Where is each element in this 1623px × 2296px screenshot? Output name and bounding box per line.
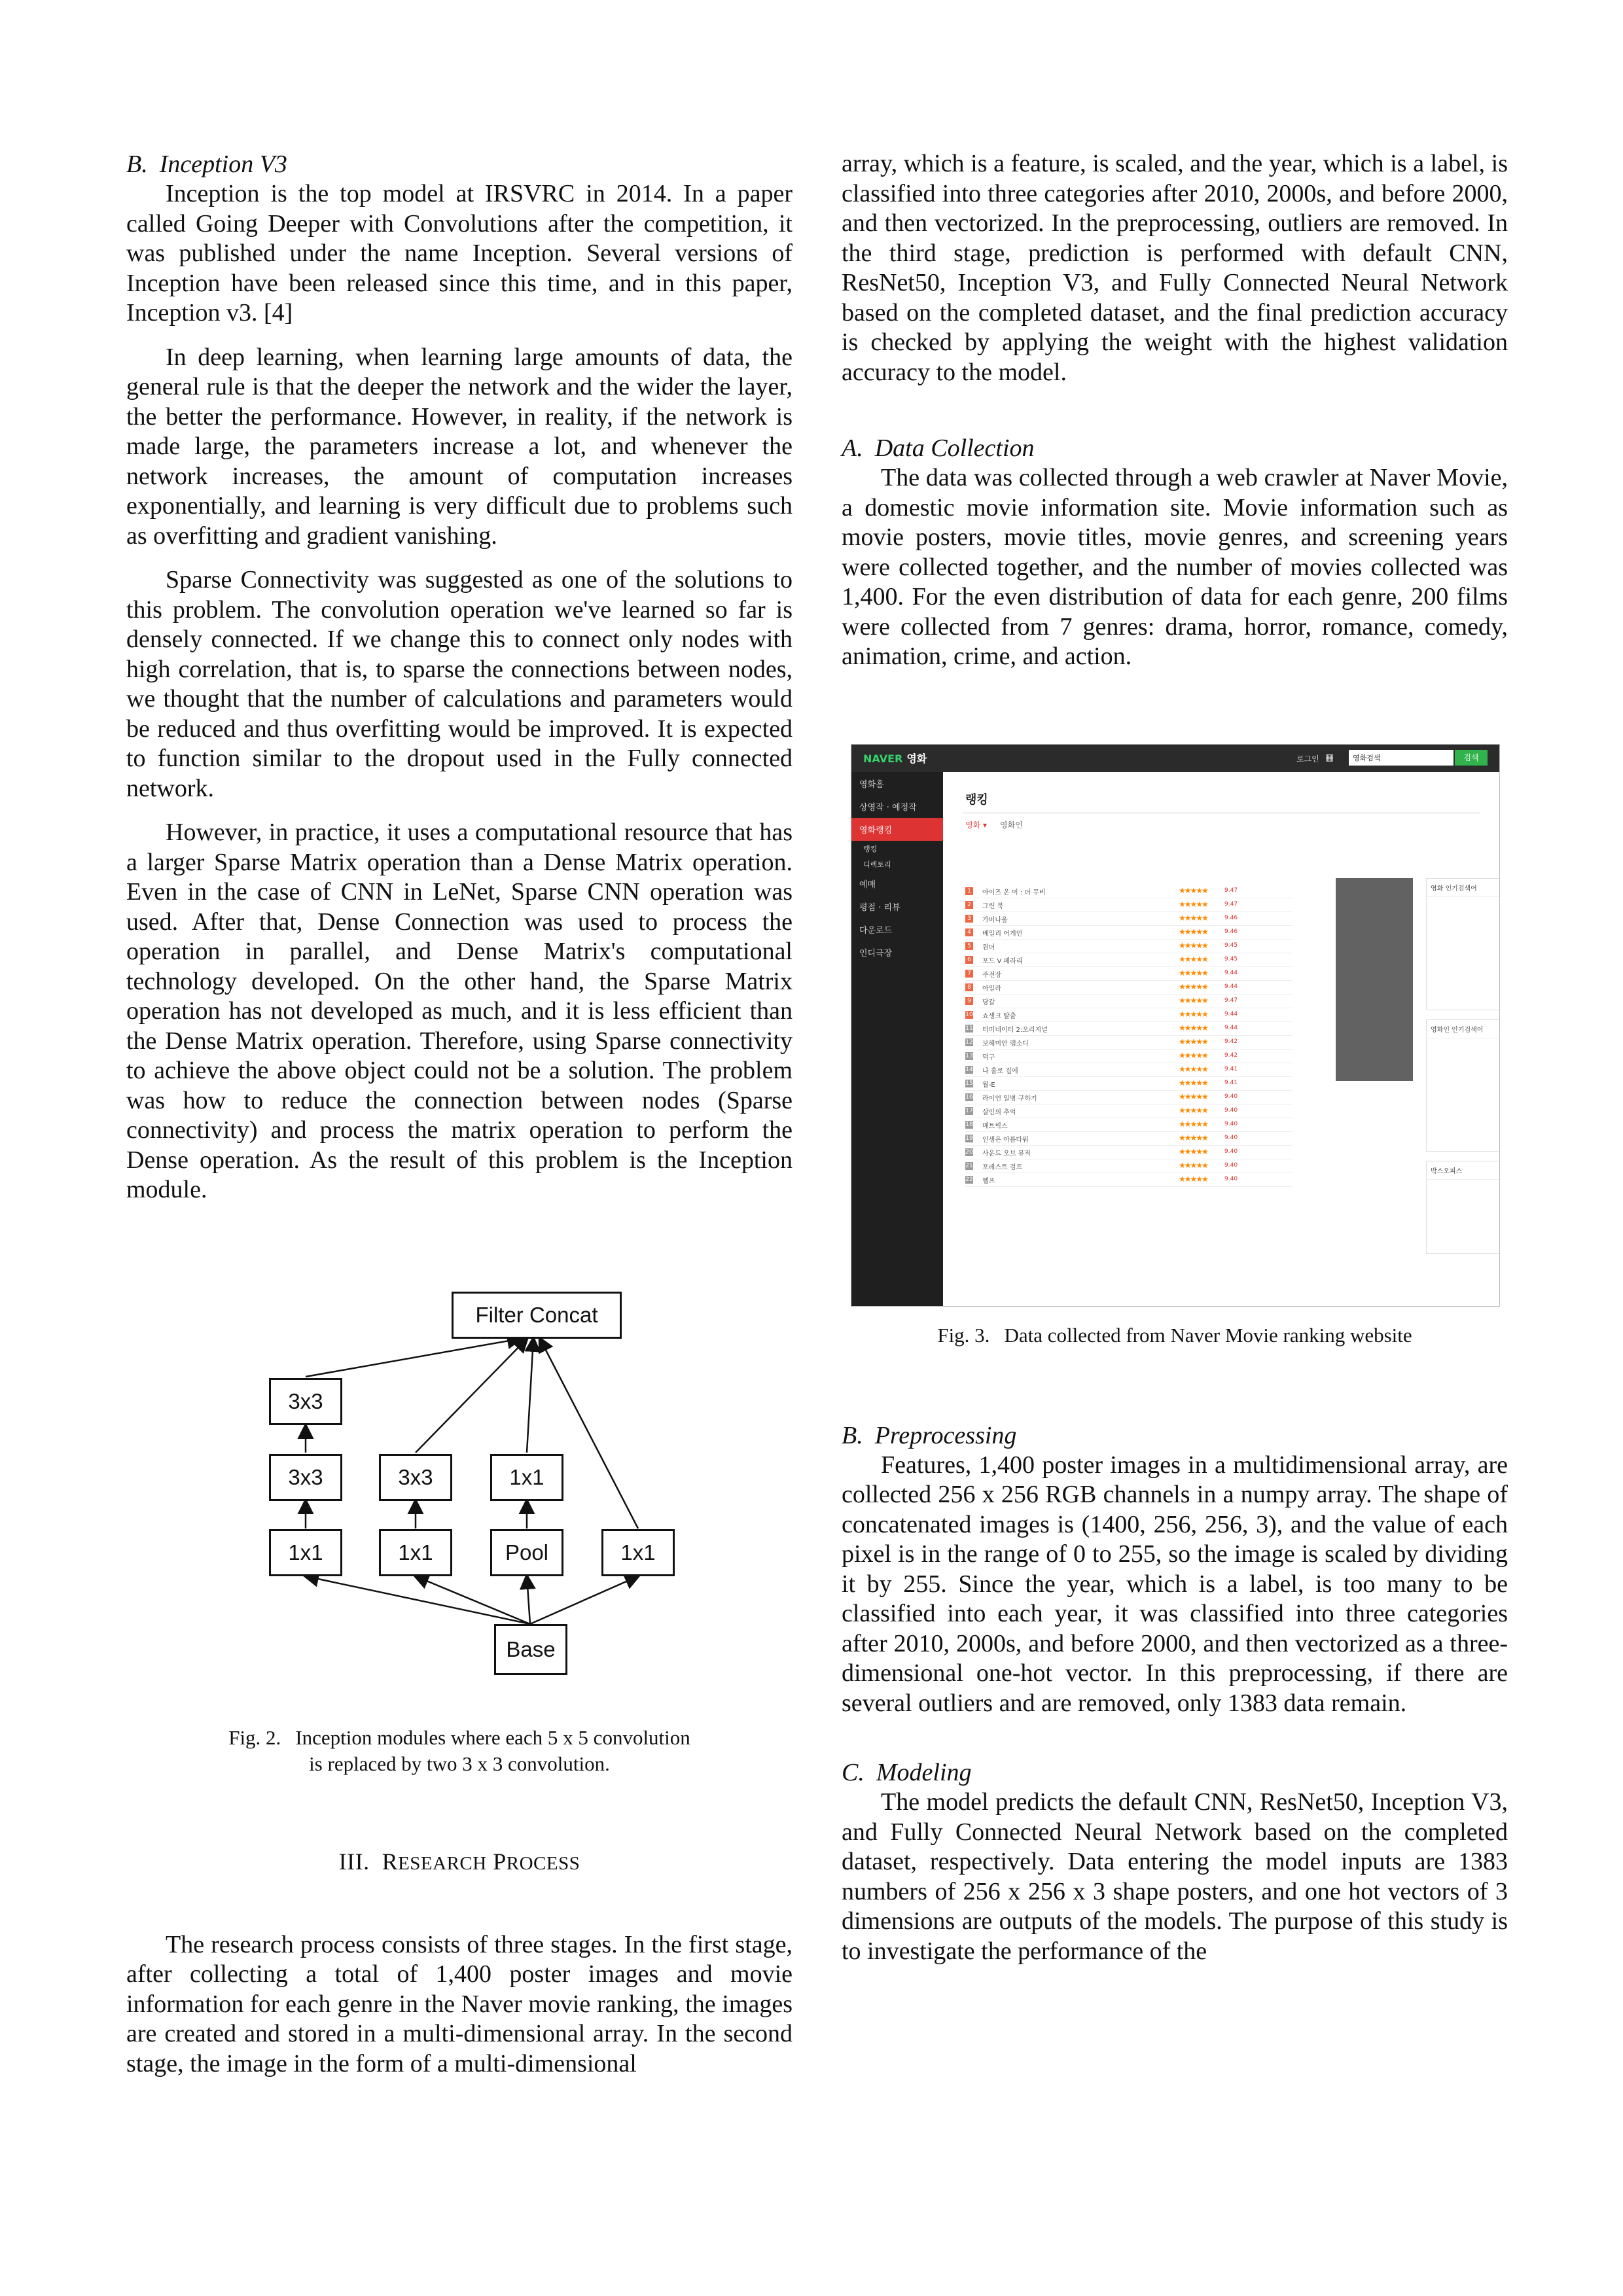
ranking-list xyxy=(965,885,1293,1187)
movie-title: 가버나움 xyxy=(982,916,1008,924)
star-rating-icon: ★★★★★ xyxy=(1179,927,1207,936)
rank-badge: 18 xyxy=(965,1121,973,1128)
node-filter-concat: Filter Concat xyxy=(452,1292,622,1339)
paragraph-sparse-connectivity: Sparse Connectivity was suggested as one of the solutions to this problem. The convolution operation we've learned so far is densely connected. If we change this to connect only nodes with high correlation, that is, to sparse the connections between nodes, we thought that the number of calculations and parameters would be reduced and thus overfitting would be improved. It is expected to function similar to the dropout used in the Fully connected network. xyxy=(126,566,793,802)
table-row xyxy=(965,926,1293,940)
movie-title: 포드 V 페라리 xyxy=(982,957,1023,965)
movie-title: 보헤미안 랩소디 xyxy=(982,1040,1029,1048)
ranking-tabs: 영화 ▾ 영화인 xyxy=(965,820,1023,830)
movie-title: 원더 xyxy=(982,944,995,951)
star-rating-icon: ★★★★★ xyxy=(1179,1105,1207,1115)
movie-title: 포레스트 검프 xyxy=(982,1163,1023,1171)
rank-badge: 15 xyxy=(965,1080,973,1087)
rank-badge: 4 xyxy=(965,928,973,936)
movie-score: 9.44 xyxy=(1224,969,1238,976)
star-rating-icon: ★★★★★ xyxy=(1179,885,1207,895)
table-row xyxy=(965,995,1293,1008)
movie-title: 주전장 xyxy=(982,971,1001,979)
star-rating-icon: ★★★★★ xyxy=(1179,1050,1207,1060)
movie-score: 9.47 xyxy=(1224,887,1238,894)
naver-main xyxy=(943,772,1499,1306)
movie-score: 9.40 xyxy=(1224,1175,1238,1182)
sidebar-item: 예매 xyxy=(859,879,876,890)
node-conv1x1-d: 1x1 xyxy=(601,1529,675,1576)
movie-title: 쇼생크 탈출 xyxy=(982,1012,1016,1020)
fig3-naver-screenshot xyxy=(851,744,1500,1307)
sidebar-subitem: 랭킹 xyxy=(863,844,878,853)
paragraph-continued: array, which is a feature, is scaled, and the year, which is a label, is classified into three categories after 2010, 2000s, and before 2000, and then vectorized. In the preprocessing, outliers are removed. In the third stage, prediction is performed with default CNN, ResNet50, Inception V3, and Fully Connected Neural Network based on the completed dataset, and the final prediction accuracy is checked by applying the weight with the highest validation accuracy to the model. xyxy=(842,150,1508,386)
table-row xyxy=(965,1104,1293,1118)
movie-title: 사운드 오브 뮤직 xyxy=(982,1150,1031,1157)
table-row xyxy=(965,953,1293,967)
node-conv1x1-a: 1x1 xyxy=(269,1529,342,1576)
rank-badge: 11 xyxy=(965,1025,973,1032)
naver-sidebar xyxy=(851,772,943,1306)
movie-score: 9.40 xyxy=(1224,1093,1238,1100)
node-conv3x3-mid: 3x3 xyxy=(379,1454,452,1501)
rank-badge: 8 xyxy=(965,983,973,991)
naver-topbar xyxy=(851,745,1499,772)
rank-badge: 3 xyxy=(965,915,973,923)
grid-icon: ▦ xyxy=(1325,752,1334,763)
movie-score: 9.41 xyxy=(1224,1079,1238,1086)
sidebar-item: 다운로드 xyxy=(859,925,893,936)
rank-badge: 12 xyxy=(965,1038,973,1046)
inception-module-diagram xyxy=(232,1292,690,1684)
node-conv3x3-top: 3x3 xyxy=(269,1378,342,1425)
search-button: 검색 xyxy=(1455,750,1488,766)
section-heading-preprocessing: B. Preprocessing xyxy=(842,1421,1017,1449)
movie-title: 헬프 xyxy=(982,1177,995,1185)
login-link: 로그인 xyxy=(1296,754,1319,764)
movie-score: 9.40 xyxy=(1224,1148,1238,1155)
node-conv1x1-b: 1x1 xyxy=(379,1529,452,1576)
paragraph-data-collection: The data was collected through a web crawler at Naver Movie, a domestic movie information site. Movie information such as movie posters, movie titles, movie genres, and screening years were collected together, and the number of movies collected was 1,400. For the even distribution of data for each genre, 200 films were collected from 7 genres: drama, horror, romance, comedy, animation, crime, and action. xyxy=(842,464,1508,670)
movie-title: 월-E xyxy=(982,1081,995,1089)
sidebar-subitem: 디렉토리 xyxy=(863,860,891,869)
movie-title: 아이즈 온 미 : 더 무비 xyxy=(982,889,1046,896)
movie-score: 9.45 xyxy=(1224,955,1238,963)
table-row xyxy=(965,981,1293,995)
genre-dropdown xyxy=(1336,878,1413,1081)
star-rating-icon: ★★★★★ xyxy=(1179,1023,1207,1033)
rank-badge: 20 xyxy=(965,1148,973,1156)
table-row xyxy=(965,1091,1293,1104)
movie-title: 베일리 어게인 xyxy=(982,930,1023,938)
table-row xyxy=(965,1008,1293,1022)
star-rating-icon: ★★★★★ xyxy=(1179,1119,1207,1129)
ranking-title: 랭킹 xyxy=(965,792,988,807)
movie-score: 9.40 xyxy=(1224,1161,1238,1169)
table-row xyxy=(965,1063,1293,1077)
rank-badge: 19 xyxy=(965,1135,973,1142)
section-heading-research-process: III. RESEARCH PROCESS xyxy=(338,1848,580,1875)
node-base: Base xyxy=(494,1624,567,1675)
fig2-caption: Fig. 2. Inception modules where each 5 x 5 convolution is replaced by two 3 x 3 convolution. xyxy=(228,1725,690,1775)
rank-badge: 1 xyxy=(965,887,973,895)
rank-badge: 13 xyxy=(965,1052,973,1059)
table-row xyxy=(965,1036,1293,1050)
rank-badge: 17 xyxy=(965,1107,973,1114)
star-rating-icon: ★★★★★ xyxy=(1179,1146,1207,1156)
movie-score: 9.40 xyxy=(1224,1120,1238,1127)
node-conv3x3-left: 3x3 xyxy=(269,1454,342,1501)
star-rating-icon: ★★★★★ xyxy=(1179,981,1207,991)
panel-box: 영화 인기검색어 xyxy=(1426,878,1500,1010)
paragraph-deep-learning: In deep learning, when learning large amounts of data, the general rule is that the deeper the network and the wider the layer, the better the performance. However, in reality, if the network is made large, the parameters increase a lot, and whenever the network increases, the amount of computation increases exponentially, and learning is very difficult due to problems such as overfitting and gradient vanishing. xyxy=(126,343,793,550)
movie-title: 인생은 아름다워 xyxy=(982,1136,1029,1144)
movie-score: 9.44 xyxy=(1224,1010,1238,1017)
star-rating-icon: ★★★★★ xyxy=(1179,1174,1207,1184)
rank-badge: 16 xyxy=(965,1093,973,1101)
section-heading-inception: B. Inception V3 xyxy=(126,150,287,178)
star-rating-icon: ★★★★★ xyxy=(1179,1091,1207,1101)
movie-score: 9.47 xyxy=(1224,997,1238,1004)
movie-score: 9.45 xyxy=(1224,942,1238,949)
sidebar-item: 영화홈 xyxy=(859,779,884,790)
movie-title: 매트릭스 xyxy=(982,1122,1008,1130)
paragraph-dense-matrix: However, in practice, it uses a computational resource that has a larger Sparse Matrix operation than a Dense Matrix operation. Even in the case of CNN in LeNet, Sparse CNN operation was used. After that, Dense Connection was used to process the operation in parallel, and Dense Matrix's computational technology developed. On the other hand, the Sparse Matrix operation has not developed as much, and it is less efficient than the Dense Matrix operation. Therefore, using Sparse connectivity to achieve the above object could not be a solution. The problem was how to reduce the connection between nodes (Sparse connectivity) and process the matrix operation to perform the Dense operation. As the result of this problem is the Inception module. xyxy=(126,819,793,1203)
rank-badge: 9 xyxy=(965,997,973,1005)
star-rating-icon: ★★★★★ xyxy=(1179,899,1207,909)
table-row xyxy=(965,1022,1293,1036)
movie-title: 그린 북 xyxy=(982,902,1004,910)
side-panels xyxy=(1426,878,1500,1263)
movie-score: 9.40 xyxy=(1224,1134,1238,1141)
movie-score: 9.46 xyxy=(1224,928,1238,935)
sidebar-item-active: 영화랭킹 xyxy=(851,818,943,841)
star-rating-icon: ★★★★★ xyxy=(1179,1036,1207,1046)
rank-badge: 22 xyxy=(965,1176,973,1183)
right-column xyxy=(842,149,1508,1981)
section-heading-data-collection: A. Data Collection xyxy=(842,434,1035,462)
star-rating-icon: ★★★★★ xyxy=(1179,1160,1207,1170)
table-row xyxy=(965,912,1293,926)
table-row xyxy=(965,898,1293,912)
section-heading-modeling: C. Modeling xyxy=(842,1759,972,1786)
rank-badge: 10 xyxy=(965,1011,973,1018)
movie-score: 9.42 xyxy=(1224,1051,1238,1059)
table-row xyxy=(965,940,1293,953)
movie-title: 살인의 추억 xyxy=(982,1108,1016,1116)
rank-badge: 6 xyxy=(965,956,973,964)
star-rating-icon: ★★★★★ xyxy=(1179,1064,1207,1074)
table-row xyxy=(965,967,1293,981)
movie-score: 9.41 xyxy=(1224,1065,1238,1072)
movie-score: 9.40 xyxy=(1224,1106,1238,1114)
paragraph-preprocessing: Features, 1,400 poster images in a multidimensional array, are collected 256 x 256 RGB channels in a numpy array. The shape of concatenated images is (1400, 256, 256, 3), and the value of each pixel is in the range of 0 to 255, so the image is scaled by dividing it by 255. Since the year, which is a label, is too many to be classified into each year, it was classified into three categories after 2010, 2000s, and before 2000, and then vectorized as a three-dimensional one-hot vector. In this preprocessing, if there are several outliers and are removed, only 1383 data remain. xyxy=(842,1451,1508,1717)
star-rating-icon: ★★★★★ xyxy=(1179,1133,1207,1142)
movie-score: 9.44 xyxy=(1224,983,1238,990)
search-input: 영화검색 xyxy=(1349,750,1454,766)
fig3-caption: Fig. 3. Data collected from Naver Movie ranking website xyxy=(937,1323,1412,1347)
rank-badge: 14 xyxy=(965,1066,973,1073)
movie-title: 당갈 xyxy=(982,998,995,1006)
movie-title: 터미네이터 2:오리지널 xyxy=(982,1026,1048,1034)
movie-title: 나 홀로 집에 xyxy=(982,1067,1018,1075)
rank-badge: 7 xyxy=(965,970,973,978)
movie-score: 9.42 xyxy=(1224,1038,1238,1045)
paragraph-modeling: The model predicts the default CNN, ResNet50, Inception V3, and Fully Connected Neural Network based on the completed dataset, respectively. Data entering the model inputs are 1383 numbers of 256 x 256 x 3 shape posters, and one hot vectors of 3 dimensions are outputs of the models. The purpose of this study is to investigate the performance of the xyxy=(842,1788,1508,1965)
movie-score: 9.44 xyxy=(1224,1024,1238,1031)
table-row xyxy=(965,1132,1293,1146)
table-row xyxy=(965,1077,1293,1091)
rank-badge: 2 xyxy=(965,901,973,909)
table-row xyxy=(965,1118,1293,1132)
table-row xyxy=(965,885,1293,898)
table-row xyxy=(965,1159,1293,1173)
panel-box: 영화인 인기검색어 xyxy=(1426,1019,1500,1152)
star-rating-icon: ★★★★★ xyxy=(1179,954,1207,964)
sidebar-item: 인디극장 xyxy=(859,948,893,959)
rank-badge: 21 xyxy=(965,1162,973,1169)
star-rating-icon: ★★★★★ xyxy=(1179,1009,1207,1019)
star-rating-icon: ★★★★★ xyxy=(1179,995,1207,1005)
paragraph-research-process: The research process consists of three stages. In the first stage, after collecting a total of 1,400 poster images and movie information for each genre in the Naver movie ranking, the images are created and stored in a multi-dimensional array. In the second stage, the image in the form of a multi-dimensional xyxy=(126,1930,793,2077)
star-rating-icon: ★★★★★ xyxy=(1179,968,1207,978)
movie-title: 아일라 xyxy=(982,985,1001,993)
table-row xyxy=(965,1146,1293,1159)
star-rating-icon: ★★★★★ xyxy=(1179,913,1207,923)
sidebar-item: 평점 · 리뷰 xyxy=(859,902,901,913)
rank-badge: 5 xyxy=(965,942,973,950)
node-conv1x1-after-pool: 1x1 xyxy=(490,1454,563,1501)
node-pool: Pool xyxy=(490,1529,563,1576)
sidebar-item: 상영작 · 예정작 xyxy=(859,802,917,813)
movie-score: 9.47 xyxy=(1224,900,1238,908)
paragraph-inception-intro: Inception is the top model at IRSVRC in 2014. In a paper called Going Deeper with Convolutions after the competition, it was published under the name Inception. Several versions of Inception have been released since this time, and in this paper, Inception v3. [4] xyxy=(126,180,793,327)
movie-title: 라이언 일병 구하기 xyxy=(982,1095,1037,1103)
table-row xyxy=(965,1050,1293,1063)
star-rating-icon: ★★★★★ xyxy=(1179,940,1207,950)
naver-logo: NAVER 영화 xyxy=(863,752,927,765)
table-row xyxy=(965,1173,1293,1187)
movie-title: 덕구 xyxy=(982,1053,995,1061)
left-column xyxy=(126,149,793,2093)
movie-score: 9.46 xyxy=(1224,914,1238,921)
panel-box: 박스오피스 xyxy=(1426,1161,1500,1254)
star-rating-icon: ★★★★★ xyxy=(1179,1078,1207,1087)
